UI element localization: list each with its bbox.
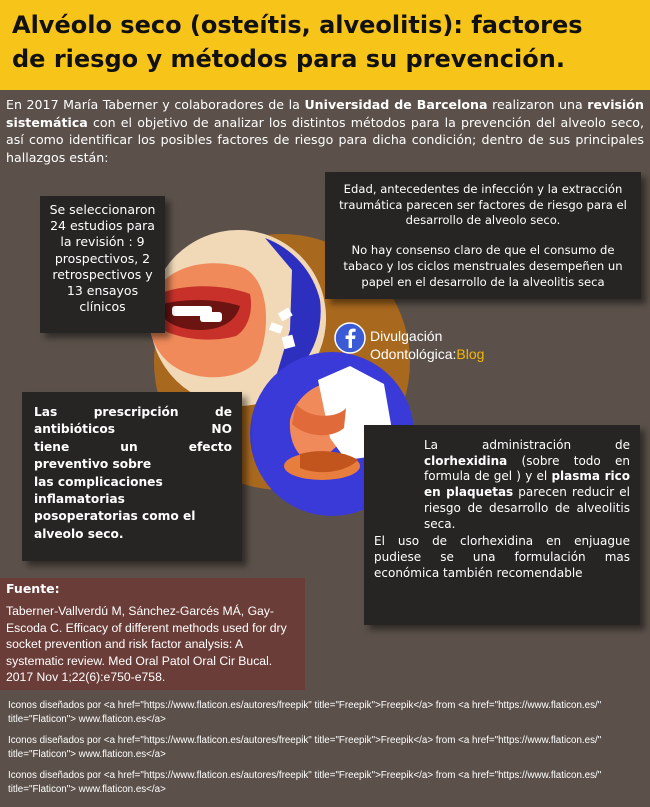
- intro-text-3: con el objetivo de analizar los distintos métodos para la prevención del alveolo seco, así como identificar los posibles factores de riesgo para dicha condición; dentro de sus principales hallazgos están:: [6, 114, 644, 165]
- chx-text-3: parecen reducir el riesgo de desarrollo de alveolitis seca.: [424, 485, 630, 531]
- no-consensus-text: No hay consenso claro de que el consumo de tabaco y los ciclos menstruales desempeñen un papel en el desarrollo de la alveolitis seca: [343, 243, 623, 289]
- source-label: Fuente:: [0, 578, 305, 600]
- chlorhexidine-text: [374, 438, 630, 532]
- brand-name-blog: Blog: [456, 346, 485, 362]
- title-line-1: Alvéolo seco (osteítis, alveolitis): factores: [12, 11, 583, 39]
- title-line-2: de riesgo y métodos para su prevención.: [12, 45, 565, 73]
- credit-line: Iconos diseñados por <a href="https://www.flaticon.es/autores/freepik" title="Freepik">Freepik</a> from <a href="https://www.flaticon.es/" title="Flaticon"> www.flaticon.es</a>: [8, 700, 602, 725]
- chx-text-1: La administración de: [424, 438, 630, 452]
- facebook-icon[interactable]: [334, 322, 370, 354]
- rinse-text: El uso de clorhexidina en enjuague pudiese se una formulación mas económica también recomendable: [374, 534, 630, 580]
- intro-text-2: realizaron una: [487, 97, 588, 112]
- brand-name-line-2: [370, 346, 484, 362]
- source-citation: Taberner-Vallverdú M, Sánchez-Garcés MÁ, Gay-Escoda C. Efficacy of different methods used for dry socket prevention and risk factor analysis: A systematic review. Med Oral Patol Oral Cir Bucal. 2017 Nov 1;22(6):e750-e758.: [0, 600, 305, 690]
- risk-factors-text: Edad, antecedentes de infección y la extracción traumática parecen ser factores de riesgo para el desarrollo de alveolo seco.: [339, 182, 627, 228]
- antibiotics-line-5: las complicaciones inflamatorias posoperatorias como el alveolo seco.: [34, 474, 196, 541]
- brand-name-line-1: Divulgación: [370, 328, 443, 344]
- intro-university: Universidad de Barcelona: [304, 97, 488, 112]
- credit-line: Iconos diseñados por <a href="https://www.flaticon.es/autores/freepik" title="Freepik">Freepik</a> from <a href="https://www.flaticon.es/" title="Flaticon"> www.flaticon.es</a>: [8, 735, 602, 760]
- studies-box: [40, 196, 165, 333]
- intro-text-1: En 2017 María Taberner y colaboradores de la: [6, 97, 305, 112]
- antibiotics-line-2: antibióticos NO: [34, 422, 232, 437]
- studies-text: Se seleccionaron 24 estudios para la revisión : 9 prospectivos, 2 retrospectivos y 13 ensayos clínicos: [49, 202, 156, 315]
- risk-factors-box: [325, 172, 641, 299]
- antibiotics-line-4: preventivo sobre: [34, 457, 152, 472]
- credit-line: Iconos diseñados por <a href="https://www.flaticon.es/autores/freepik" title="Freepik">Freepik</a> from <a href="https://www.flaticon.es/" title="Flaticon"> www.flaticon.es</a>: [8, 770, 602, 795]
- brand-name-odontologica: Odontológica:: [370, 346, 457, 362]
- chx-text-2: (sobre todo en formula de gel ) y el: [424, 453, 630, 484]
- antibiotics-line-1: Las prescripción de: [34, 405, 232, 419]
- chx-bold-1: clorhexidina: [424, 453, 508, 468]
- chx-bold-2: plasma rico en plaquetas: [424, 469, 630, 500]
- intro-review: revisión sistemática: [6, 97, 644, 130]
- antibiotics-line-3: tiene un efecto: [34, 439, 232, 454]
- icon-credits: [8, 699, 644, 804]
- chlorhexidine-box: [364, 425, 640, 625]
- antibiotics-box: [22, 392, 242, 561]
